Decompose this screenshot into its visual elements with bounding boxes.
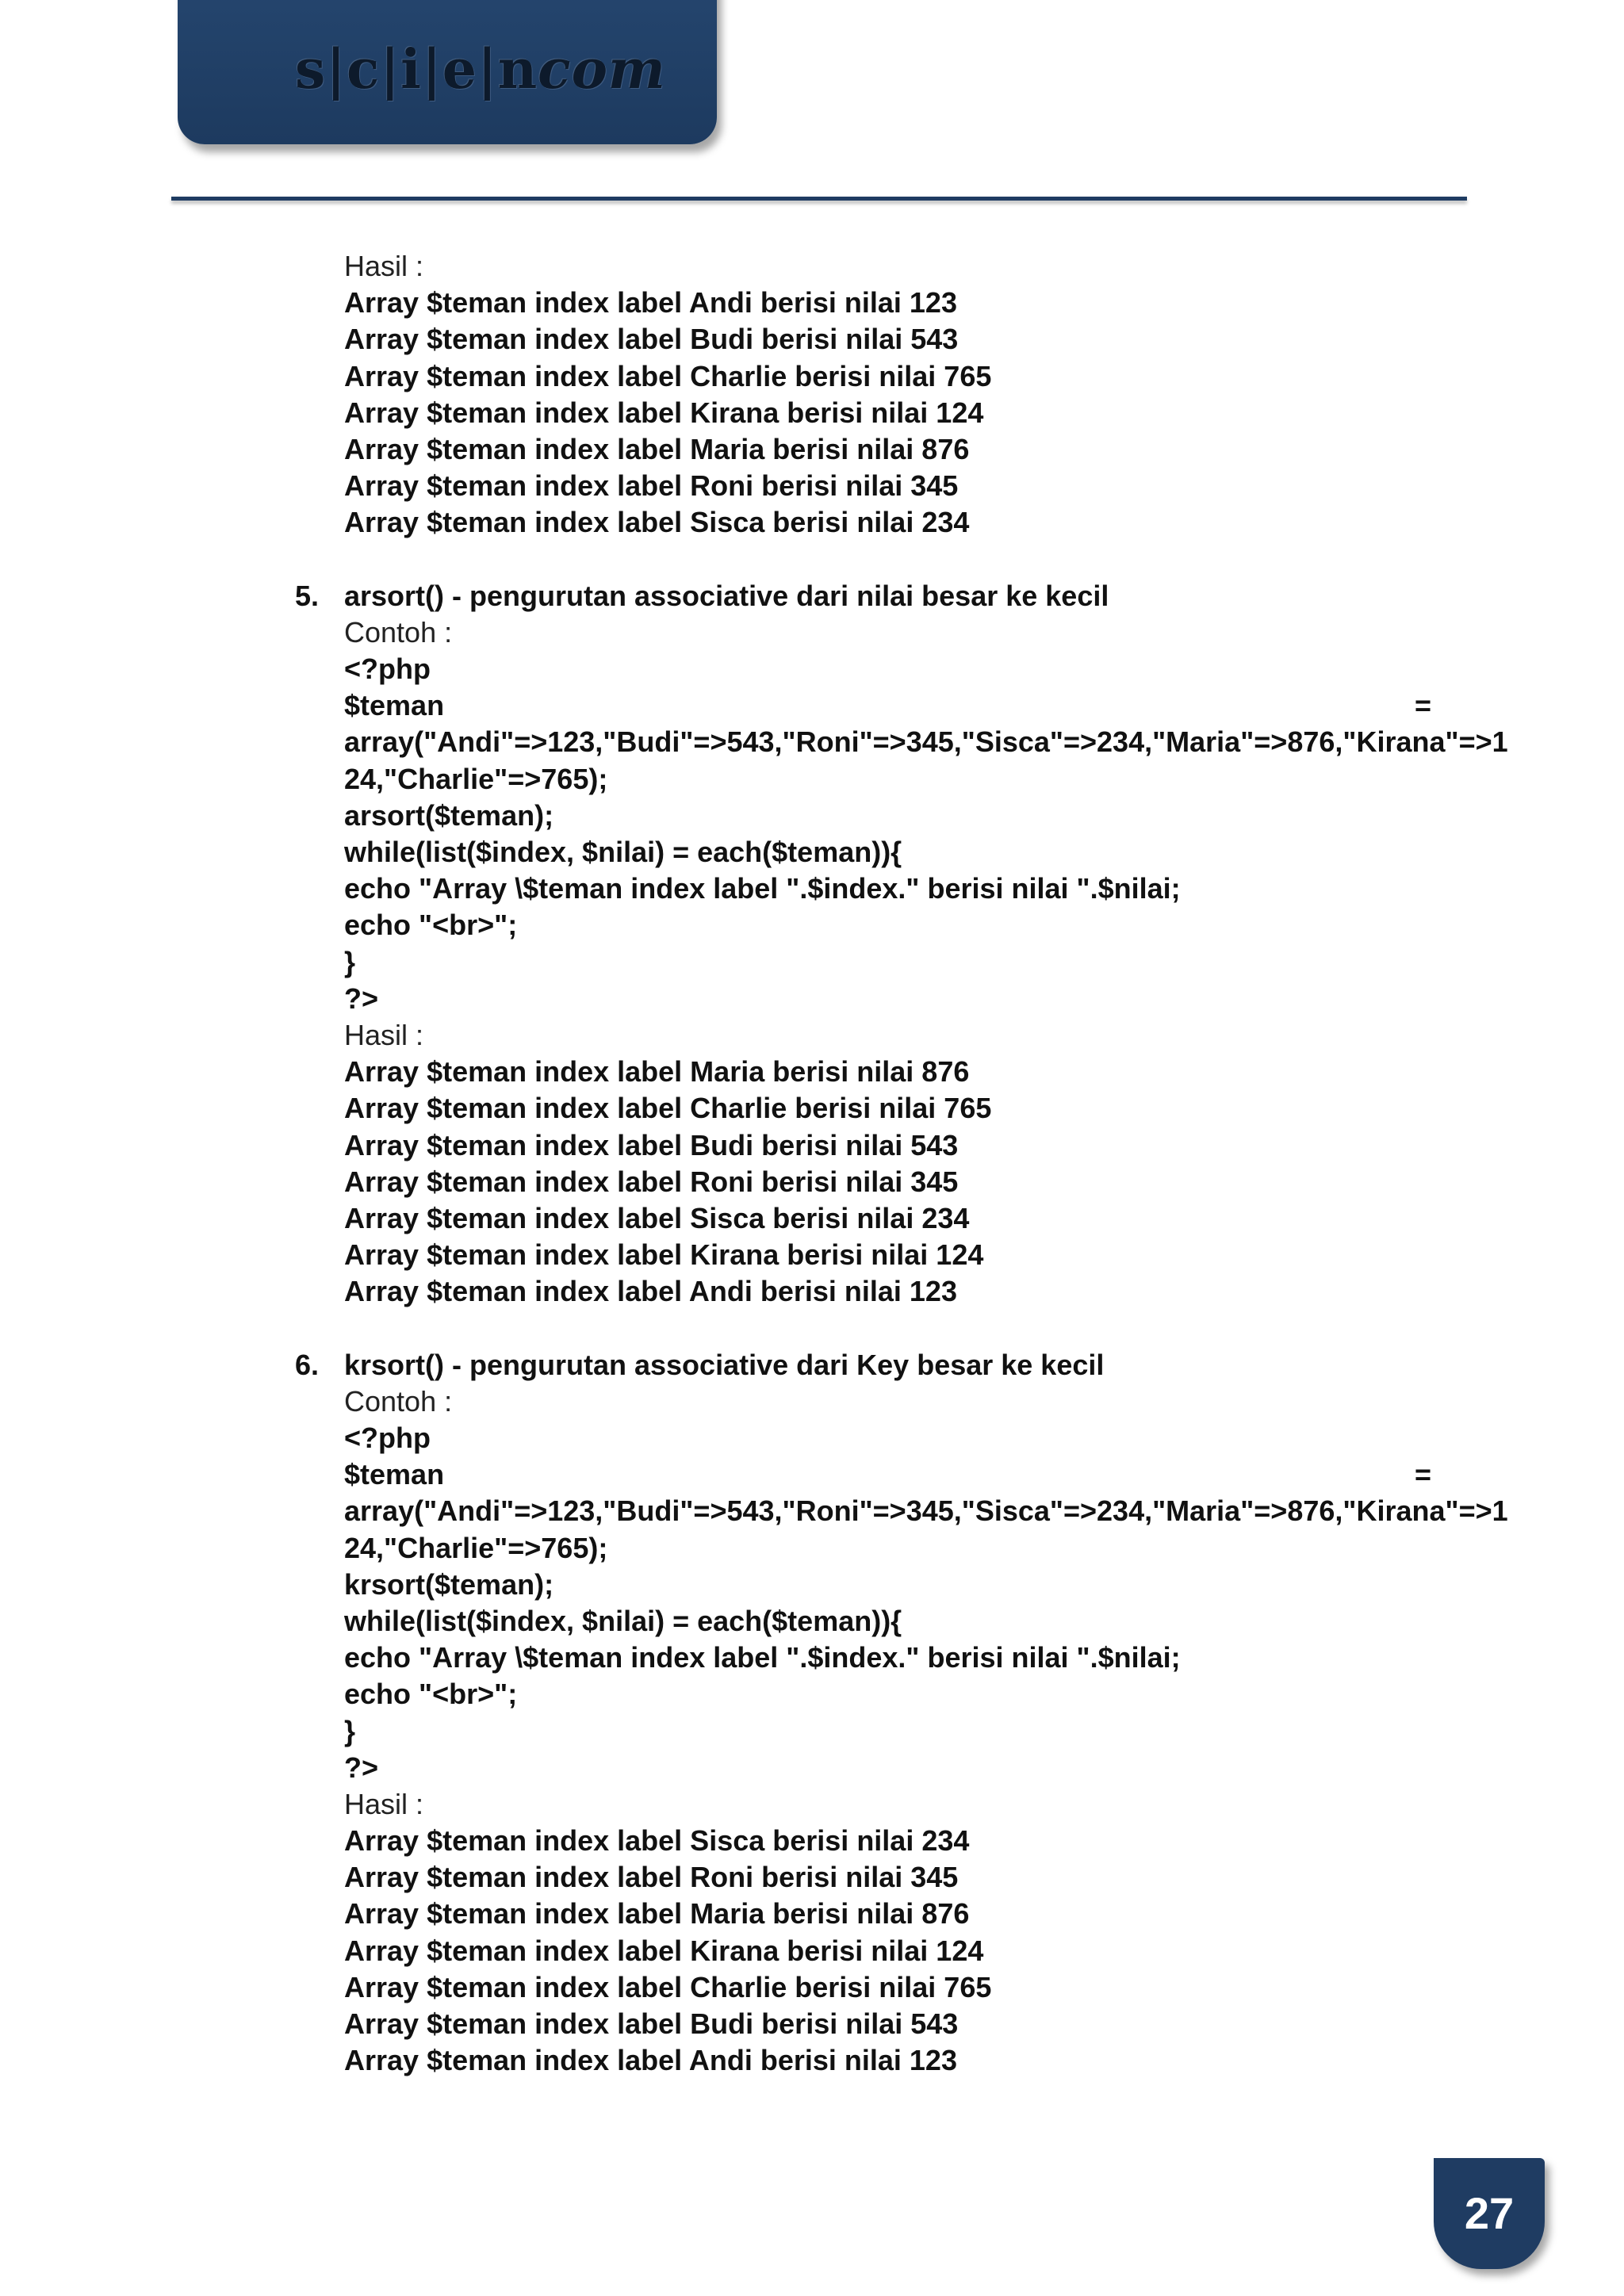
result-line: Array $teman index label Charlie berisi nilai 765: [344, 359, 992, 392]
code-line: ?>: [344, 1751, 379, 1784]
code-line: array("Andi"=>123,"Budi"=>543,"Roni"=>345,"Sisca"=>234,"Maria"=>876,"Kirana"=>1: [344, 725, 1508, 759]
result-line: Array $teman index label Andi berisi nilai 123: [344, 1275, 957, 1308]
result-line: Array $teman index label Sisca berisi nilai 234: [344, 1201, 970, 1234]
code-line: echo "Array \$teman index label ".$index." berisi nilai ".$nilai;: [344, 872, 1181, 905]
code-line: <?php: [344, 652, 431, 686]
result-line: Array $teman index label Kirana berisi nilai 124: [344, 396, 984, 429]
code-line: }: [344, 1714, 356, 1747]
result-line: Array $teman index label Roni berisi nilai 345: [344, 1165, 959, 1198]
list-number: 5.: [295, 579, 320, 612]
page-content: [0, 248, 1624, 2079]
list-item-6-heading: [0, 1347, 1624, 1383]
result-label: Hasil :: [344, 1018, 424, 1051]
result-line: Array $teman index label Andi berisi nilai 123: [344, 286, 957, 320]
code-line: arsort($teman);: [344, 798, 554, 832]
code-line: while(list($index, $nilai) = each($teman)){: [344, 836, 902, 868]
result-line: Array $teman index label Charlie berisi nilai 765: [344, 1092, 992, 1125]
result-line: Array $teman index label Kirana berisi nilai 124: [344, 1238, 984, 1272]
list-number: 6.: [295, 1348, 320, 1381]
code-line: ?>: [344, 982, 379, 1015]
list-heading: krsort() - pengurutan associative dari Key besar ke kecil: [344, 1348, 1105, 1381]
page-number-badge: 27: [1434, 2158, 1545, 2269]
code-line: echo "<br>";: [344, 909, 518, 942]
publisher-logo: [295, 38, 666, 101]
result-line: Array $teman index label Kirana berisi nilai 124: [344, 1934, 984, 1967]
result-line: Array $teman index label Budi berisi nilai 543: [344, 323, 959, 356]
header-divider: [171, 197, 1467, 201]
result-line: Array $teman index label Sisca berisi nilai 234: [344, 506, 970, 539]
logo-main-text: s|c|i|e|n: [295, 38, 538, 101]
code-line: 24,"Charlie"=>765);: [344, 1531, 608, 1564]
result-line: Array $teman index label Charlie berisi nilai 765: [344, 1970, 992, 2003]
spacer: [0, 541, 1624, 578]
code-line: $teman =: [0, 1456, 1624, 1493]
list-heading: arsort() - pengurutan associative dari nilai besar ke kecil: [344, 579, 1109, 612]
result-line: Array $teman index label Roni berisi nilai 345: [344, 1861, 959, 1894]
example-label: Contoh :: [344, 615, 453, 649]
logo-tail-text: com: [538, 38, 666, 101]
code-line: echo "Array \$teman index label ".$index." berisi nilai ".$nilai;: [344, 1641, 1181, 1674]
header-logo-tab: [178, 0, 717, 144]
result-line: Array $teman index label Maria berisi nilai 876: [344, 1055, 970, 1089]
list-item-5-heading: [0, 578, 1624, 614]
code-line: }: [344, 945, 356, 978]
code-line: krsort($teman);: [344, 1567, 554, 1601]
result-line: Array $teman index label Maria berisi nilai 876: [344, 432, 970, 465]
code-line: echo "<br>";: [344, 1678, 518, 1711]
result-line: Array $teman index label Sisca berisi nilai 234: [344, 1824, 970, 1858]
code-line: array("Andi"=>123,"Budi"=>543,"Roni"=>345,"Sisca"=>234,"Maria"=>876,"Kirana"=>1: [344, 1494, 1508, 1528]
equals-sign: =: [1415, 689, 1432, 722]
equals-sign: =: [1415, 1458, 1432, 1491]
result-line: Array $teman index label Roni berisi nilai 345: [344, 469, 959, 503]
result-line: Array $teman index label Budi berisi nilai 543: [344, 1128, 959, 1161]
code-line: while(list($index, $nilai) = each($teman)){: [344, 1604, 902, 1637]
result-label: Hasil :: [344, 250, 424, 282]
code-line: <?php: [344, 1422, 431, 1454]
code-line: 24,"Charlie"=>765);: [344, 762, 608, 795]
result-line: Array $teman index label Andi berisi nilai 123: [344, 2044, 957, 2077]
spacer: [0, 1310, 1624, 1346]
result-line: Array $teman index label Maria berisi nilai 876: [344, 1897, 970, 1931]
result-line: Array $teman index label Budi berisi nilai 543: [344, 2007, 959, 2040]
code-line: $teman =: [0, 687, 1624, 724]
example-label: Contoh :: [344, 1384, 453, 1418]
result-label: Hasil :: [344, 1787, 424, 1820]
